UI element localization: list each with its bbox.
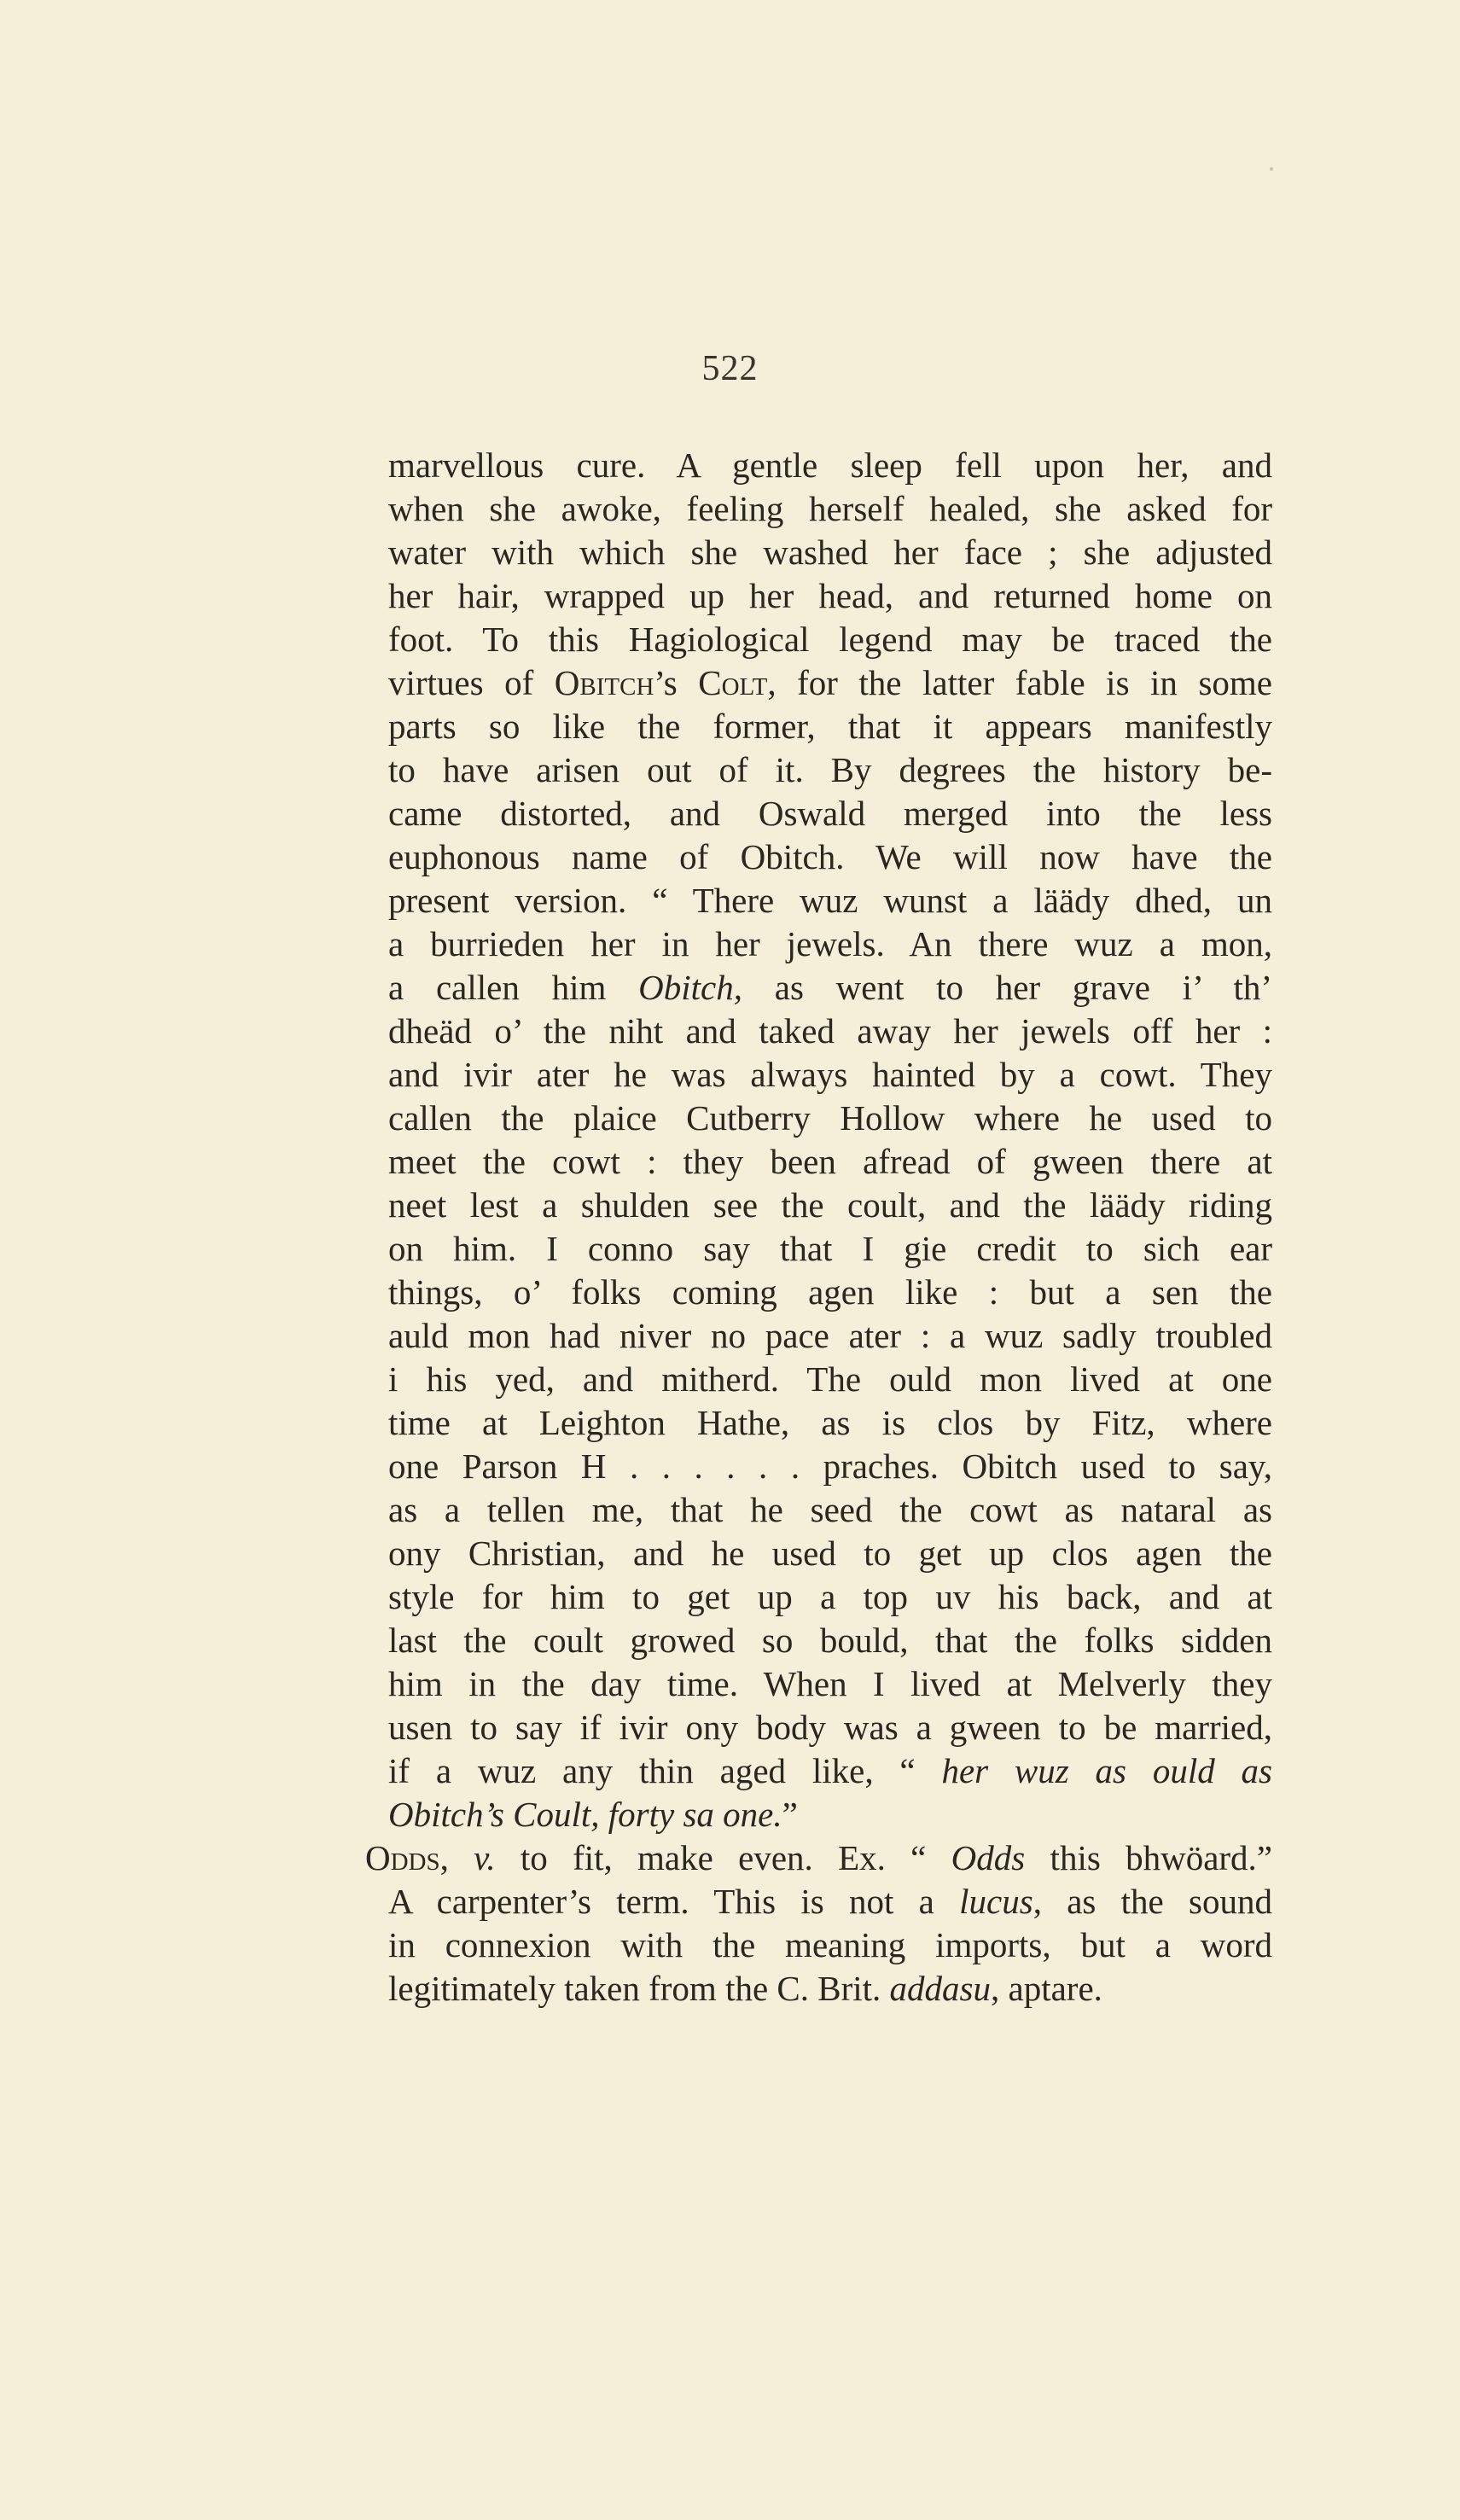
text-segment: last the coult growed so bould, that the folks sidden <box>388 1621 1272 1660</box>
italic-text: lucus <box>959 1882 1033 1921</box>
text-line <box>388 1401 1272 1445</box>
text-line <box>388 748 1272 792</box>
text-segment: parts so like the former, that it appears manifestly <box>388 707 1272 746</box>
text-segment: usen to say if ivir ony body was a gween to be married, <box>388 1708 1272 1747</box>
text-line <box>388 1010 1272 1053</box>
text-line <box>388 1314 1272 1358</box>
text-segment: ’s <box>654 663 699 702</box>
italic-text: Obitch, <box>638 968 742 1007</box>
text-line <box>388 1967 1272 2011</box>
text-segment: , aptare. <box>991 1969 1102 2008</box>
text-segment: virtues of <box>388 663 555 702</box>
text-segment: ony Christian, and he used to get up clos agen the <box>388 1534 1272 1573</box>
text-segment: her hair, wrapped up her head, and returned home on <box>388 576 1272 615</box>
text-line <box>388 1097 1272 1140</box>
text-line <box>388 1140 1272 1184</box>
italic-text: Odds <box>951 1838 1026 1877</box>
text-line <box>388 1271 1272 1314</box>
text-segment: ” <box>782 1795 798 1834</box>
text-segment: came distorted, and Oswald merged into the less <box>388 794 1272 833</box>
text-line <box>388 922 1272 966</box>
text-line <box>388 574 1272 618</box>
text-segment: this bhwöard.” <box>1025 1838 1272 1877</box>
italic-text: her wuz as ould as <box>941 1751 1272 1790</box>
text-segment: one Parson H . . . . . . praches. Obitch used to say, <box>388 1446 1272 1486</box>
text-segment: i his yed, and mitherd. The ould mon lived at one <box>388 1359 1272 1399</box>
text-segment: when she awoke, feeling herself healed, she asked for <box>388 489 1272 528</box>
small-caps-text: Obitch <box>554 663 654 702</box>
italic-text: Obitch’s Coult, forty sa one. <box>388 1795 782 1834</box>
text-line <box>388 705 1272 748</box>
text-line <box>388 531 1272 574</box>
text-segment: neet lest a shulden see the coult, and the läädy riding <box>388 1185 1272 1225</box>
text-line <box>388 487 1272 531</box>
text-line <box>388 1706 1272 1749</box>
text-line <box>388 879 1272 922</box>
text-line <box>388 661 1272 705</box>
text-line <box>388 1662 1272 1706</box>
text-segment: to fit, make even. Ex. “ <box>495 1838 951 1877</box>
text-line <box>388 1619 1272 1662</box>
text-line <box>388 835 1272 879</box>
paper-speck <box>1270 167 1273 171</box>
text-line <box>388 444 1272 487</box>
text-line <box>388 1488 1272 1532</box>
text-line <box>388 618 1272 661</box>
text-line <box>388 1532 1272 1575</box>
text-line <box>388 792 1272 835</box>
small-caps-text: Odds <box>365 1838 440 1877</box>
text-line <box>388 1358 1272 1401</box>
text-segment: A carpenter’s term. This is not a <box>388 1882 960 1921</box>
text-segment: water with which she washed her face ; she adjusted <box>388 533 1272 572</box>
text-line <box>365 1836 1272 1880</box>
text-line <box>388 1749 1272 1793</box>
text-segment: auld mon had niver no pace ater : a wuz sadly troubled <box>388 1316 1272 1355</box>
text-line <box>388 1880 1272 1923</box>
small-caps-text: Colt <box>698 663 768 702</box>
text-segment: on him. I conno say that I gie credit to sich ear <box>388 1229 1272 1268</box>
text-segment: in connexion with the meaning imports, but a word <box>388 1925 1272 1964</box>
text-segment: if a wuz any thin aged like, “ <box>388 1751 942 1790</box>
text-segment: as went to her grave i’ th’ <box>742 968 1272 1007</box>
text-segment: , as the sound <box>1032 1882 1272 1921</box>
text-segment: , for the latter fable is in some <box>767 663 1272 702</box>
italic-text: addasu <box>889 1969 992 2008</box>
text-segment: euphonous name of Obitch. We will now have the <box>388 837 1272 876</box>
text-line <box>388 1227 1272 1271</box>
italic-text: v. <box>474 1838 496 1877</box>
text-line <box>388 1575 1272 1619</box>
text-segment: marvellous cure. A gentle sleep fell upon her, and <box>388 445 1272 485</box>
text-segment: things, o’ folks coming agen like : but a sen the <box>388 1272 1272 1312</box>
page-number: 522 <box>701 349 759 388</box>
text-line <box>388 1184 1272 1227</box>
body-text <box>365 444 1272 2011</box>
text-line <box>388 1445 1272 1488</box>
text-segment: as a tellen me, that he seed the cowt as nataral as <box>388 1490 1272 1529</box>
text-line <box>388 1923 1272 1967</box>
text-segment: dheäd o’ the niht and taked away her jewels off her : <box>388 1011 1272 1050</box>
text-segment: meet the cowt : they been afread of gween there at <box>388 1142 1272 1181</box>
text-segment: to have arisen out of it. By degrees the history be- <box>388 750 1272 789</box>
text-segment: him in the day time. When I lived at Melverly they <box>388 1664 1272 1703</box>
text-segment: and ivir ater he was always hainted by a cowt. They <box>388 1055 1272 1094</box>
text-line <box>388 1053 1272 1097</box>
text-line <box>388 966 1272 1010</box>
text-segment: , <box>439 1838 474 1877</box>
text-segment: a callen him <box>388 968 639 1007</box>
text-segment: callen the plaice Cutberry Hollow where he used to <box>388 1098 1272 1138</box>
text-segment: style for him to get up a top uv his back, and at <box>388 1577 1272 1616</box>
text-segment: time at Leighton Hathe, as is clos by Fitz, where <box>388 1403 1272 1442</box>
text-segment: present version. “ There wuz wunst a läädy dhed, un <box>388 881 1272 920</box>
text-segment: foot. To this Hagiological legend may be traced the <box>388 620 1272 659</box>
text-segment: legitimately taken from the C. Brit. <box>388 1969 890 2008</box>
text-line <box>388 1793 1272 1836</box>
text-segment: a burrieden her in her jewels. An there wuz a mon, <box>388 924 1272 963</box>
